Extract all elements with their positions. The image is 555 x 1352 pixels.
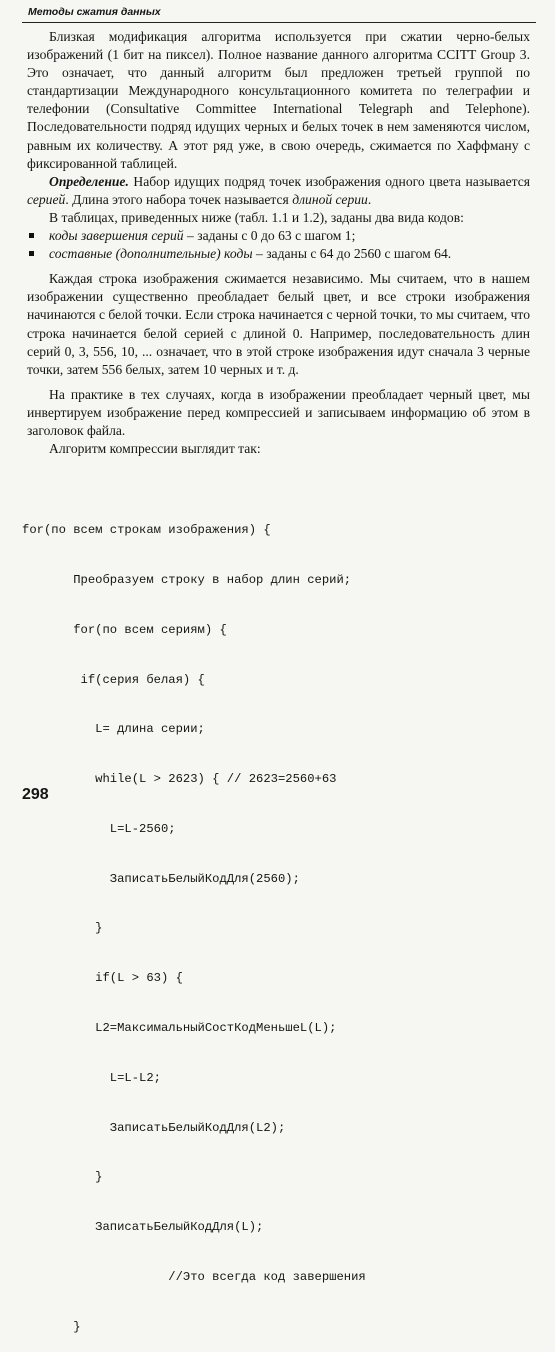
term-series-length: длиной серии [292,191,368,207]
code-line: ЗаписатьБелыйКодДля(L); [22,1220,264,1235]
code-line: ЗаписатьБелыйКодДля(L2); [22,1120,286,1135]
paragraph-definition [27,173,530,209]
definition-text-c: . [367,191,372,207]
code-line: Преобразуем строку в набор длин серий; [22,572,352,587]
code-line: } [22,1170,103,1185]
code-line: } [22,1319,81,1334]
code-line: for(по всем строкам изображения) { [22,523,271,538]
paragraph-algorithm-intro: Алгоритм компрессии выглядит так: [49,441,261,457]
code-type-name: составные (дополнительные) коды [49,246,253,262]
list-item [27,227,530,245]
code-line: } [22,921,103,936]
body-text [27,28,530,458]
running-title: Методы сжатия данных [28,6,161,18]
code-types-list [27,227,530,263]
code-line: ЗаписатьБелыйКодДля(2560); [22,871,300,886]
definition-text-a: Набор идущих подряд точек изображения одного цвета называется [128,173,530,189]
code-line: L= длина серии; [22,722,205,737]
paragraph-code-types: В таблицах, приведенных ниже (табл. 1.1 и 1.2), заданы два вида кодов: [49,209,464,225]
definition-term: Определение. [49,173,129,189]
code-line: if(L > 63) { [22,971,183,986]
code-type-name: коды завершения серий [49,228,184,244]
paragraph-rows: Каждая строка изображения сжимается независимо. Мы считаем, что в нашем изображении существенно преобладает белый цвет, и все строки изображения начинаются с белой точки. Если строка начинается с черной точки, то мы считаем, что строка начинается белой серией с длиной 0. Например, последовательность длин серий 0, 3, 556, 10, ... означает, что в этой строке изображения идут сначала 3 черные точки, затем 556 белых, затем 10 черных и т. д. [27,271,530,377]
code-line: while(L > 2623) { // 2623=2560+63 [22,772,337,787]
code-line: if(серия белая) { [22,672,205,687]
code-line: //Это всегда код завершения [22,1269,366,1284]
definition-text-b: . Длина этого набора точек называется [65,191,293,207]
paragraph-inversion: На практике в тех случаях, когда в изображении преобладает черный цвет, мы инвертируем изображение перед компрессией и записываем информацию об этом в заголовок файла. [27,386,530,438]
code-line: for(по всем сериям) { [22,622,227,637]
term-series: серией [27,191,66,207]
paragraph-ccitt: Близкая модификация алгоритма используется при сжатии черно-белых изображений (1 бит на пиксел). Полное название данного алгоритма CCITT Group 3. Это означает, что данный алгоритм был предложен третьей группой по стандартизации Международного консультационного комитета по телеграфии и телефонии (Consultative Committee International Telegraph and Telephone). Последовательности подряд идущих черных и белых точек в нем заменяются числом, равным их количеству. А этот ряд уже, в свою очередь, сжимается по Хаффману с фиксированной таблицей. [27,29,530,171]
code-line: L=L-L2; [22,1070,161,1085]
code-type-desc: – заданы с 64 до 2560 с шагом 64. [252,246,452,262]
header-rule [22,22,536,23]
page-number: 298 [22,786,49,803]
code-line: L=L-2560; [22,821,176,836]
code-line: L2=МаксимальныйСостКодМеньшеL(L); [22,1021,337,1035]
code-type-desc: – заданы с 0 до 63 с шагом 1; [183,228,356,244]
list-item [27,245,530,263]
code-listing [22,489,532,1352]
